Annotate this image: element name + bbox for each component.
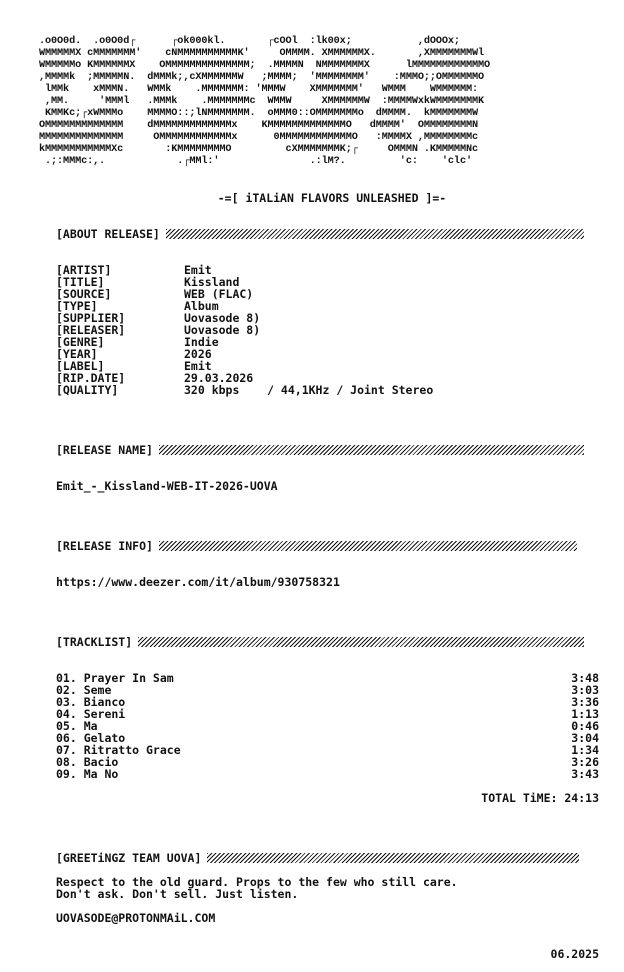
footer-date: 06.2025 (550, 947, 599, 961)
contact-email[interactable]: UOVASODE@PROTONMAiL.COM (56, 911, 216, 925)
section-title: [ABOUT RELEASE] (56, 227, 160, 241)
track-title: 01. Prayer In Sam (56, 671, 174, 685)
about-value: Uovasode 8) (184, 311, 261, 325)
about-value: 2026 (184, 347, 212, 361)
about-row (56, 264, 433, 276)
track-title: 08. Bacio (56, 755, 119, 769)
about-row (56, 324, 433, 336)
about-key: [RELEASER] (56, 323, 126, 337)
tagline: -=[ iTALiAN FLAVORS UNLEASHED ]=- (217, 191, 447, 205)
about-row (56, 384, 433, 396)
track-title: 03. Bianco (56, 695, 126, 709)
hatch-divider (207, 853, 579, 863)
about-key: [TITLE] (56, 275, 105, 289)
track-time: 3:26 (571, 755, 599, 769)
section-title: [RELEASE NAME] (56, 443, 153, 457)
track-time: 3:03 (571, 683, 599, 697)
track-title: 09. Ma No (56, 767, 119, 781)
track-row (56, 708, 599, 720)
about-value: Album (184, 299, 219, 313)
about-key: [SUPPLIER] (56, 311, 126, 325)
hatch-divider (159, 541, 577, 551)
total-time: TOTAL TiME: 24:13 (481, 791, 599, 805)
track-title: 05. Ma (56, 719, 98, 733)
about-value: Emit (184, 359, 212, 373)
track-title: 06. Gelato (56, 731, 126, 745)
track-title: 07. Ritratto Grace (56, 743, 181, 757)
track-row (56, 756, 599, 768)
about-row (56, 348, 433, 360)
track-time: 0:46 (571, 719, 599, 733)
section-header-tracklist (56, 635, 584, 649)
greetings-line-2: Don't ask. Don't sell. Just listen. (56, 887, 299, 901)
section-title: [RELEASE INFO] (56, 539, 153, 553)
about-value: Kissland (184, 275, 240, 289)
about-value: Indie (184, 335, 219, 349)
track-time: 3:36 (571, 695, 599, 709)
section-header-greetings (56, 851, 579, 865)
track-time: 3:48 (571, 671, 599, 685)
about-value: Uovasode 8) (184, 323, 261, 337)
track-row (56, 744, 599, 756)
track-title: 02. Seme (56, 683, 112, 697)
about-value: Emit (184, 263, 212, 277)
track-time: 3:04 (571, 731, 599, 745)
section-header-release-name (56, 443, 584, 457)
track-row (56, 684, 599, 696)
about-key: [GENRE] (56, 335, 105, 349)
about-key: [QUALITY] (56, 383, 119, 397)
track-time: 1:13 (571, 707, 599, 721)
about-key: [YEAR] (56, 347, 98, 361)
about-release-list (56, 264, 433, 396)
section-title: [TRACKLIST] (56, 635, 133, 649)
ascii-art-logo: .o0O0d. .o0O0d┌ ┌ok000kl. ┌cOOl :lk00x; ,dOOOx; WMMMMMX cMMMMMMM' cNMMMMMMMMMMK' OMMMM. XMMMMMMX. ,XMMMMMMMWl WMMMMMo KMMMMMMX OMMMMMMMMMMMMMM; .MMMMN NMMMMMMMX lMMMMMMMMMMMMO ,MMMMk ;MMMMMN. dMMMk;,cXMMMMMMW ;MMMM; 'MMMMMMMM' :MMMO;;OMMMMMMO lMMk xMMMN. WMMk .MMMMMMM: 'MMMW XMMMMMMM' WMMM WMMMMMM: ,MM. 'MMMl .MMMk .MMMMMMMc WMMW XMMMMMMW :MMMMWxkWMMMMMMMK KMMKc;┌xWMMMo MMMMO::;lNMMMMMMM. oMMM0::OMMMMMMMo dMMMM. kMMMMMMMW OMMMMMMMMMMMMM dMMMMMMMMMMMMMx KMMMMMMMMMMMMMO dMMMM' OMMMMMMMMN MMMMMMMMMMMMMM OMMMMMMMMMMMMx 0MMMMMMMMMMMMO :MMMMX ,MMMMMMMMc kMMMMMMMMMMMXc :KMMMMMMMMO cXMMMMMMMK;┌ OMMMN .KMMMMMNc .;:MMMc:,. .┌MMl:' .:lM?. 'c: 'clc' (39, 36, 491, 167)
release-info-url[interactable]: https://www.deezer.com/it/album/930758321 (56, 575, 340, 589)
release-name-value: Emit_-_Kissland-WEB-IT-2026-UOVA (56, 479, 278, 493)
about-key: [TYPE] (56, 299, 98, 313)
track-row (56, 696, 599, 708)
about-key: [LABEL] (56, 359, 105, 373)
track-row (56, 720, 599, 732)
about-key: [ARTIST] (56, 263, 112, 277)
track-time: 1:34 (571, 743, 599, 757)
about-key: [SOURCE] (56, 287, 112, 301)
hatch-divider (138, 637, 584, 647)
track-title: 04. Sereni (56, 707, 126, 721)
greetings-line-1: Respect to the old guard. Props to the few who still care. (56, 875, 458, 889)
section-header-release-info (56, 539, 577, 553)
about-value: 29.03.2026 (184, 371, 254, 385)
about-key: [RIP.DATE] (56, 371, 126, 385)
track-row (56, 768, 599, 780)
about-value: 320 kbps / 44,1KHz / Joint Stereo (184, 383, 434, 397)
track-time: 3:43 (571, 767, 599, 781)
section-header-about (56, 227, 584, 241)
about-row (56, 336, 433, 348)
about-value: WEB (FLAC) (184, 287, 254, 301)
hatch-divider (159, 445, 584, 455)
about-row (56, 288, 433, 300)
hatch-divider (166, 229, 584, 239)
track-row (56, 672, 599, 684)
section-title: [GREETiNGZ TEAM UOVA] (56, 851, 202, 865)
tracklist (56, 672, 599, 780)
